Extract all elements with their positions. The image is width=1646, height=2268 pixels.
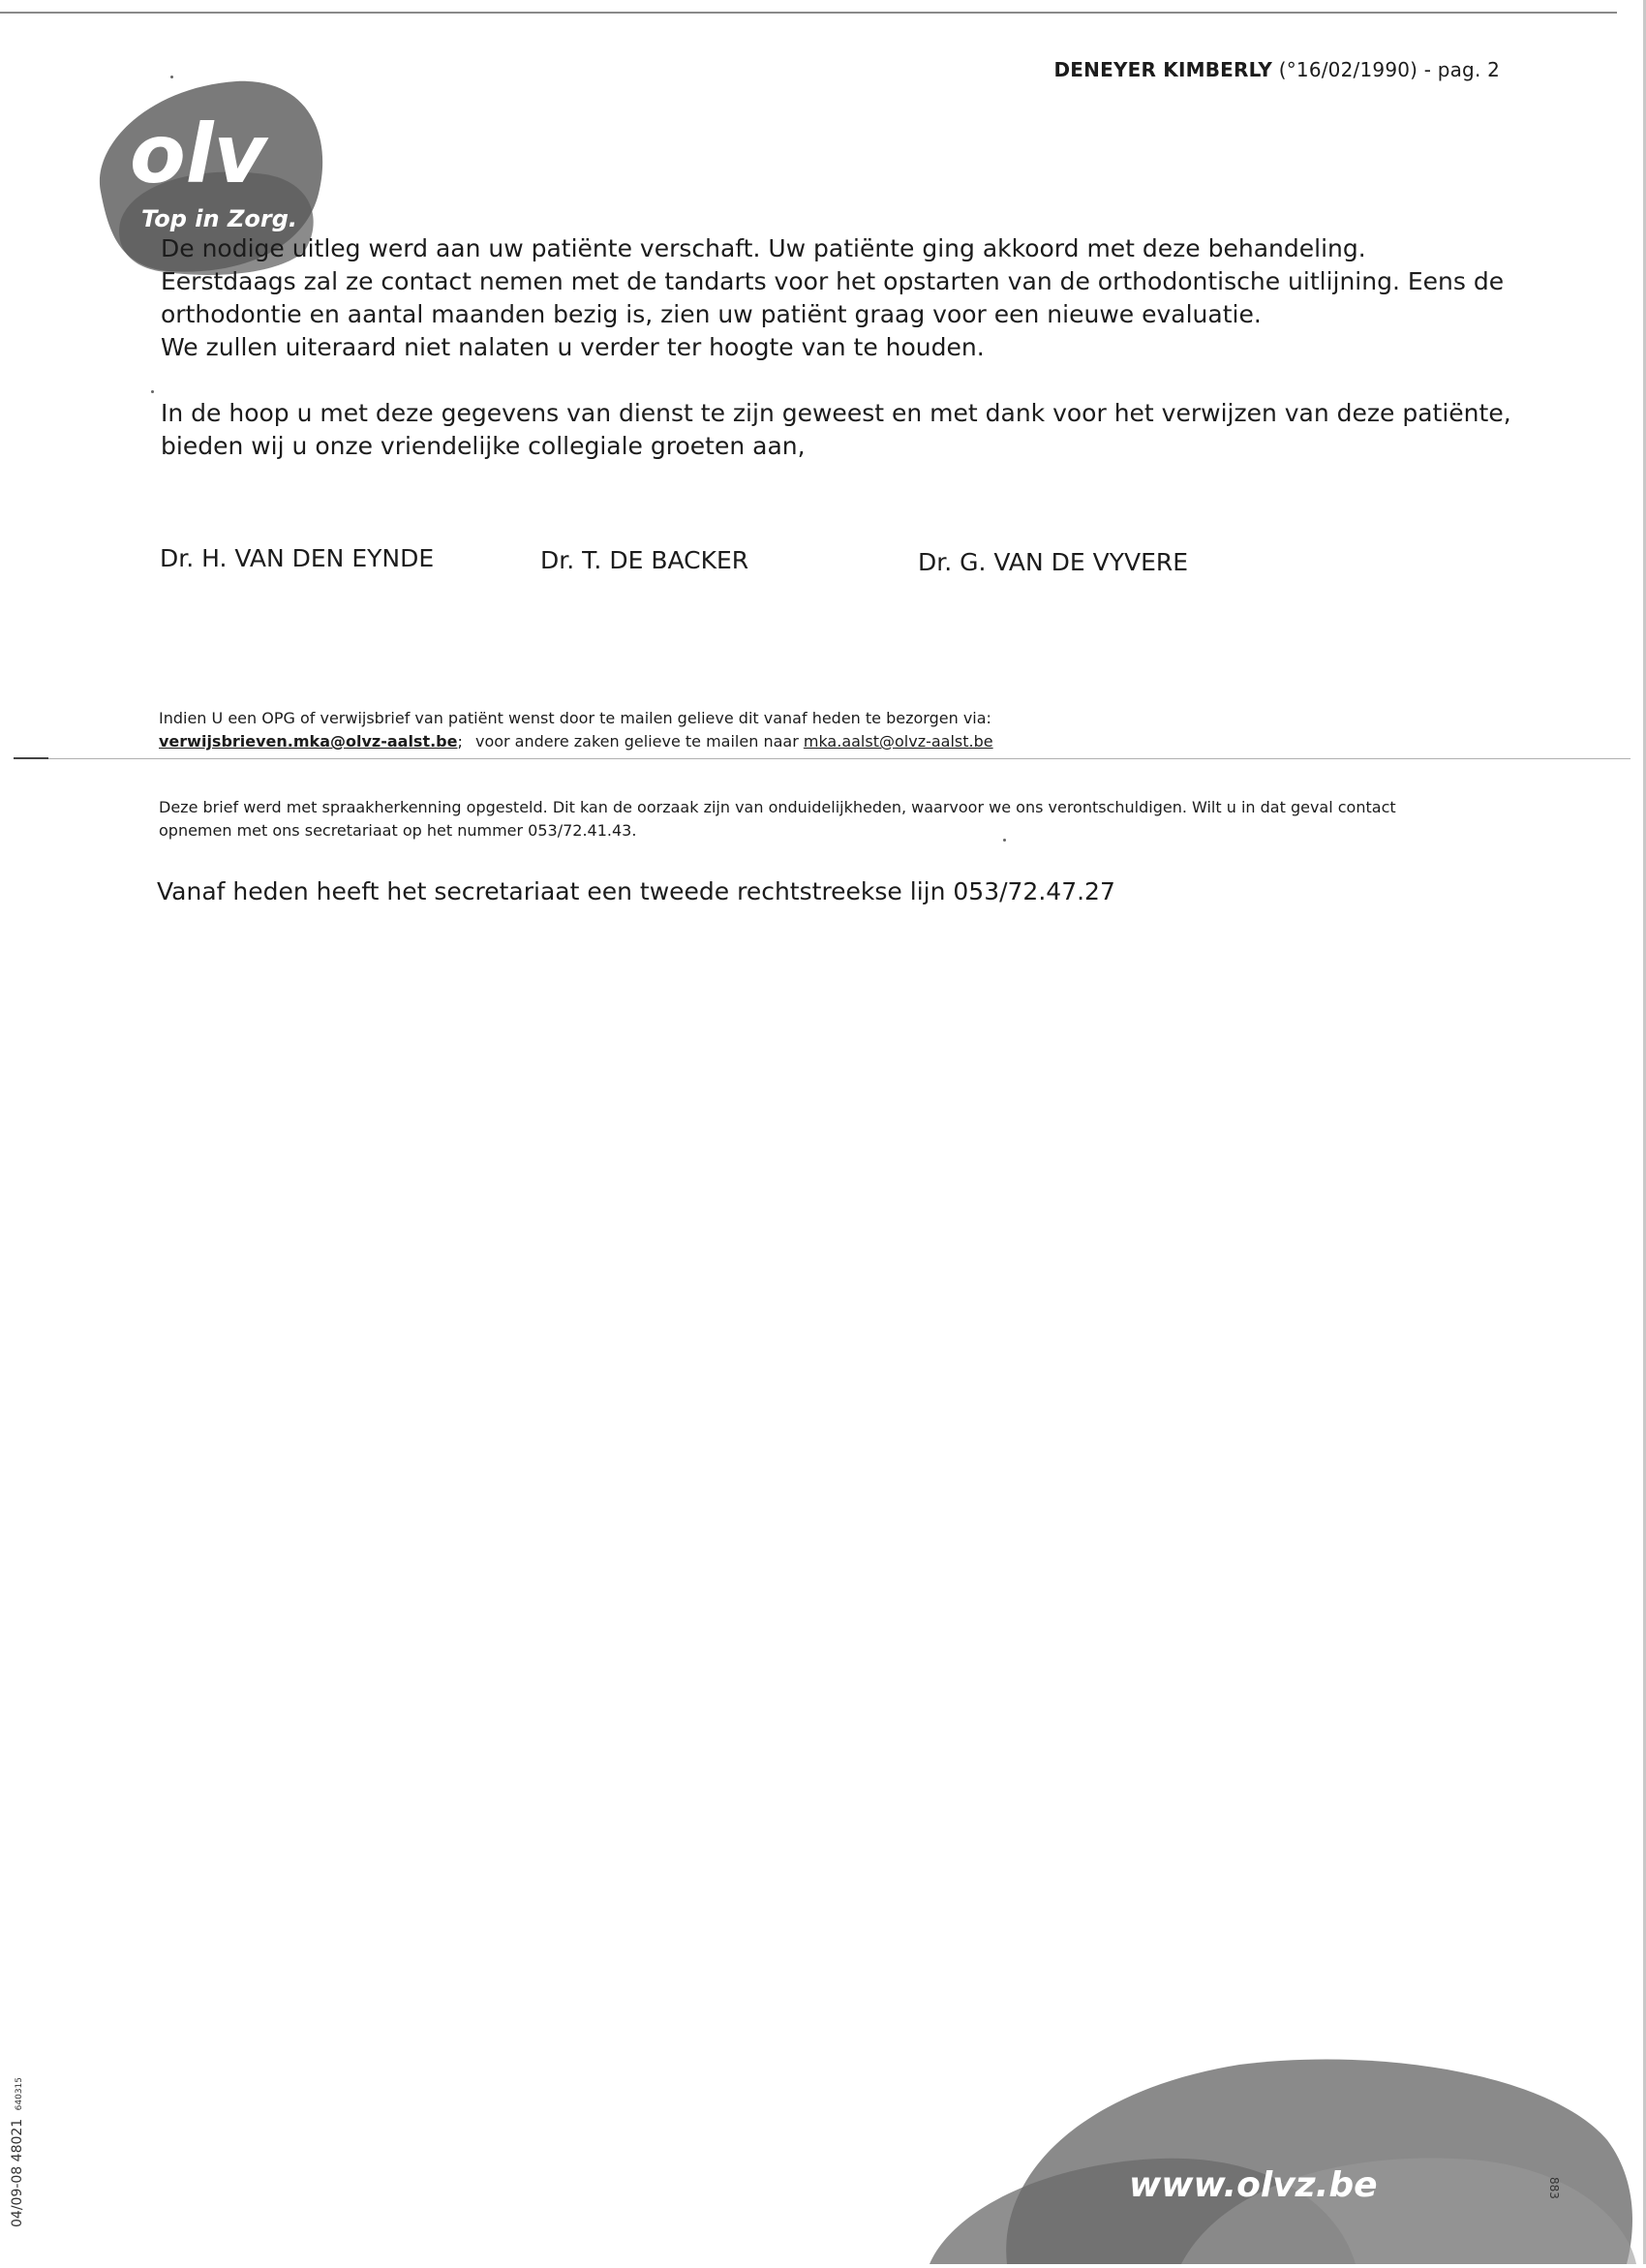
other-matters-text: voor andere zaken gelieve te mailen naar: [474, 732, 799, 751]
divider-line: [14, 758, 1631, 759]
logo-tagline: Top in Zorg.: [141, 205, 297, 232]
speech-note-line: opnemen met ons secretariaat op het nummer 053/72.41.43.: [159, 821, 637, 840]
body-line: De nodige uitleg werd aan uw patiënte verschaft. Uw patiënte ging akkoord met deze behandeling.: [161, 234, 1366, 262]
body-line: In de hoop u met deze gegevens van dienst te zijn geweest en met dank voor het verwijzen van deze patiënte,: [161, 399, 1511, 427]
speech-recognition-note: [159, 796, 1514, 843]
body-line: Eerstdaags zal ze contact nemen met de tandarts voor het opstarten van de orthodontische uitlijning. Eens de: [161, 267, 1505, 295]
footer-graphic: [930, 2053, 1646, 2264]
scan-speck: [151, 390, 154, 393]
page-code: 883: [1547, 2177, 1561, 2199]
top-border-line: [0, 12, 1617, 14]
other-email-link[interactable]: mka.aalst@olvz-aalst.be: [803, 732, 993, 751]
side-code-small: 640315: [15, 2076, 24, 2111]
side-code-main: 04/09-08 48021: [10, 2118, 25, 2227]
body-line: orthodontie en aantal maanden bezig is, zien uw patiënt graag voor een nieuwe evaluatie.: [161, 300, 1262, 328]
document-side-code: [10, 2077, 25, 2227]
scan-speck: [1003, 839, 1006, 842]
patient-birth-date: (°16/02/1990): [1278, 58, 1418, 81]
website-link[interactable]: www.olvz.be: [1129, 2165, 1378, 2205]
signature-doctor-1: Dr. H. VAN DEN EYNDE: [160, 544, 435, 572]
page-number: - pag. 2: [1423, 58, 1500, 81]
body-line: bieden wij u onze vriendelijke collegiale groeten aan,: [161, 432, 806, 460]
referral-separator: ;: [457, 732, 463, 751]
referral-email-link[interactable]: verwijsbrieven.mka@olvz-aalst.be: [159, 732, 458, 751]
signature-doctor-3: Dr. G. VAN DE VYVERE: [918, 548, 1189, 576]
referral-note-line: Indien U een OPG of verwijsbrief van patiënt wenst door te mailen gelieve dit vanaf heden te bezorgen via:: [159, 709, 991, 727]
referral-note: [159, 707, 1514, 753]
body-line: We zullen uiteraard niet nalaten u verder ter hoogte van te houden.: [161, 333, 985, 361]
scan-speck: [170, 76, 173, 78]
speech-note-line: Deze brief werd met spraakherkenning opgesteld. Dit kan de oorzaak zijn van onduidelijkheden, waarvoor we ons verontschuldigen. Wilt u in dat geval contact: [159, 798, 1396, 816]
page-header: [1053, 58, 1500, 81]
secretariat-phone-line: Vanaf heden heeft het secretariaat een tweede rechtstreekse lijn 053/72.47.27: [157, 877, 1115, 905]
patient-name: DENEYER KIMBERLY: [1053, 58, 1273, 81]
logo-wordmark: olv: [130, 107, 267, 201]
footer-blob-shape: [930, 2053, 1646, 2264]
signature-doctor-2: Dr. T. DE BACKER: [540, 546, 749, 574]
divider-mark: [14, 757, 48, 759]
letter-body: [161, 232, 1516, 463]
